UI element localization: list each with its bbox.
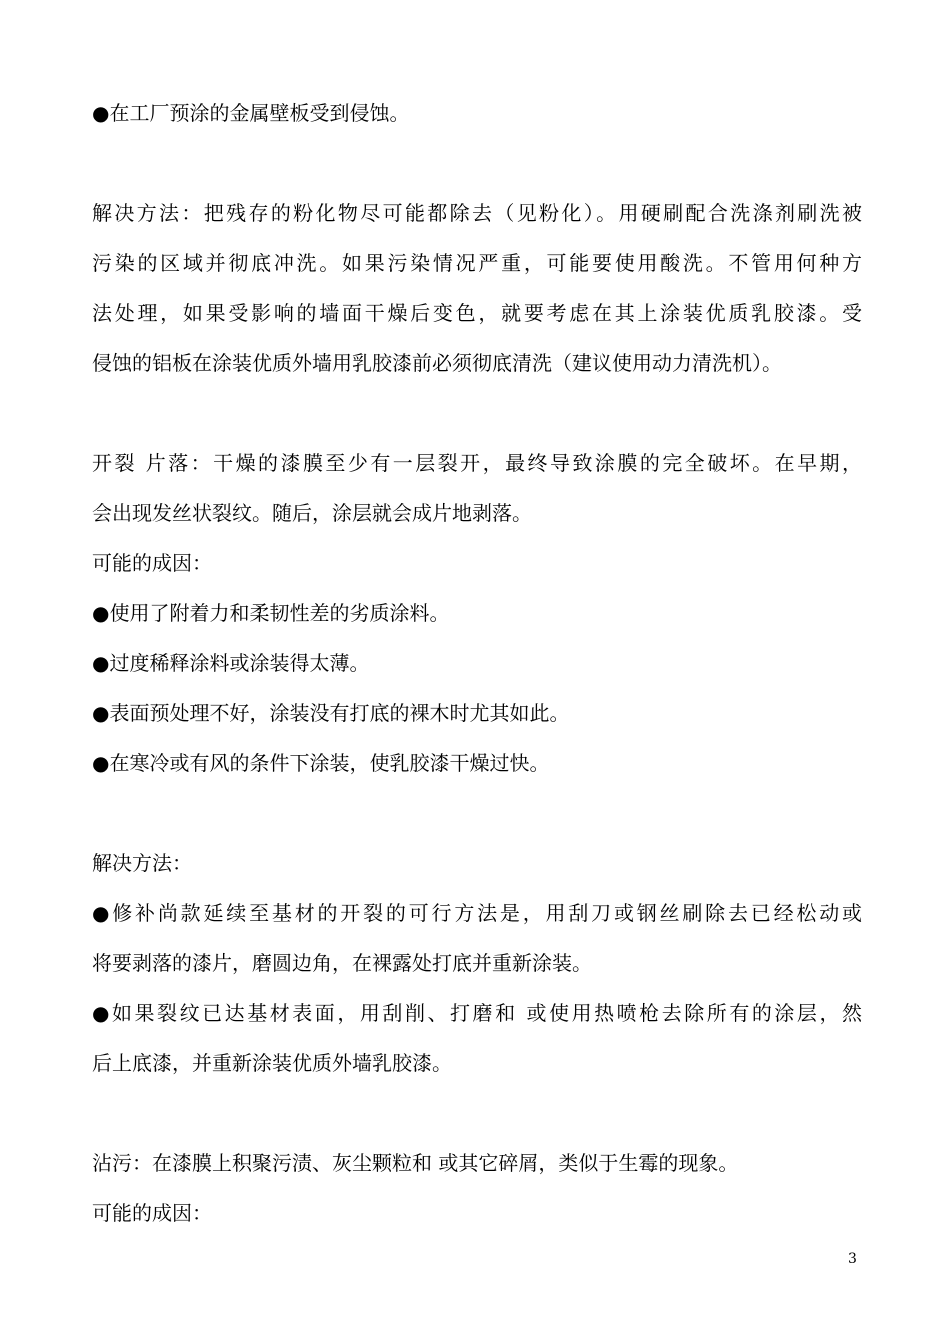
bullet-line: ●在寒冷或有风的条件下涂装，使乳胶漆干燥过快。 (92, 751, 550, 775)
section-label: 可能的成因： (92, 551, 212, 575)
paragraph-line: 污染的区域并彻底冲洗。如果污染情况严重，可能要使用酸洗。不管用何种方 (92, 251, 862, 275)
bullet-line: ●过度稀释涂料或涂装得太薄。 (92, 651, 370, 675)
paragraph-line: 侵蚀的铝板在涂装优质外墙用乳胶漆前必须彻底清洗（建议使用动力清洗机）。 (92, 351, 782, 375)
page-number: 3 (848, 1251, 857, 1267)
bullet-line: ●使用了附着力和柔韧性差的劣质涂料。 (92, 601, 450, 625)
blank-line (92, 788, 862, 838)
blank-line (92, 138, 862, 188)
blank-line (92, 1088, 862, 1138)
paragraph-line: 法处理，如果受影响的墙面干燥后变色，就要考虑在其上涂装优质乳胶漆。受 (92, 301, 862, 325)
paragraph-line: 将要剥落的漆片，磨圆边角，在裸露处打底并重新涂装。 (92, 951, 592, 975)
paragraph-line: 会出现发丝状裂纹。随后，涂层就会成片地剥落。 (92, 501, 532, 525)
bullet-line: ●在工厂预涂的金属壁板受到侵蚀。 (92, 101, 410, 125)
bullet-line: ●修补尚款延续至基材的开裂的可行方法是，用刮刀或钢丝刷除去已经松动或 (92, 901, 862, 925)
paragraph-line: 解决方法：把残存的粉化物尽可能都除去（见粉化）。用硬刷配合洗涤剂刷洗被 (92, 201, 862, 225)
paragraph-line: 后上底漆，并重新涂装优质外墙乳胶漆。 (92, 1051, 452, 1075)
section-label: 解决方法： (92, 851, 192, 875)
paragraph-line: 开裂 片落：干燥的漆膜至少有一层裂开，最终导致涂膜的完全破坏。在早期， (92, 451, 862, 475)
bullet-line: ●表面预处理不好，涂装没有打底的裸木时尤其如此。 (92, 701, 570, 725)
document-body (92, 88, 862, 1238)
section-label: 可能的成因： (92, 1201, 212, 1225)
blank-line (92, 388, 862, 438)
bullet-line: ●如果裂纹已达基材表面，用刮削、打磨和 或使用热喷枪去除所有的涂层，然 (92, 1001, 862, 1025)
paragraph-line: 沾污：在漆膜上积聚污渍、灰尘颗粒和 或其它碎屑，类似于生霉的现象。 (92, 1151, 739, 1175)
